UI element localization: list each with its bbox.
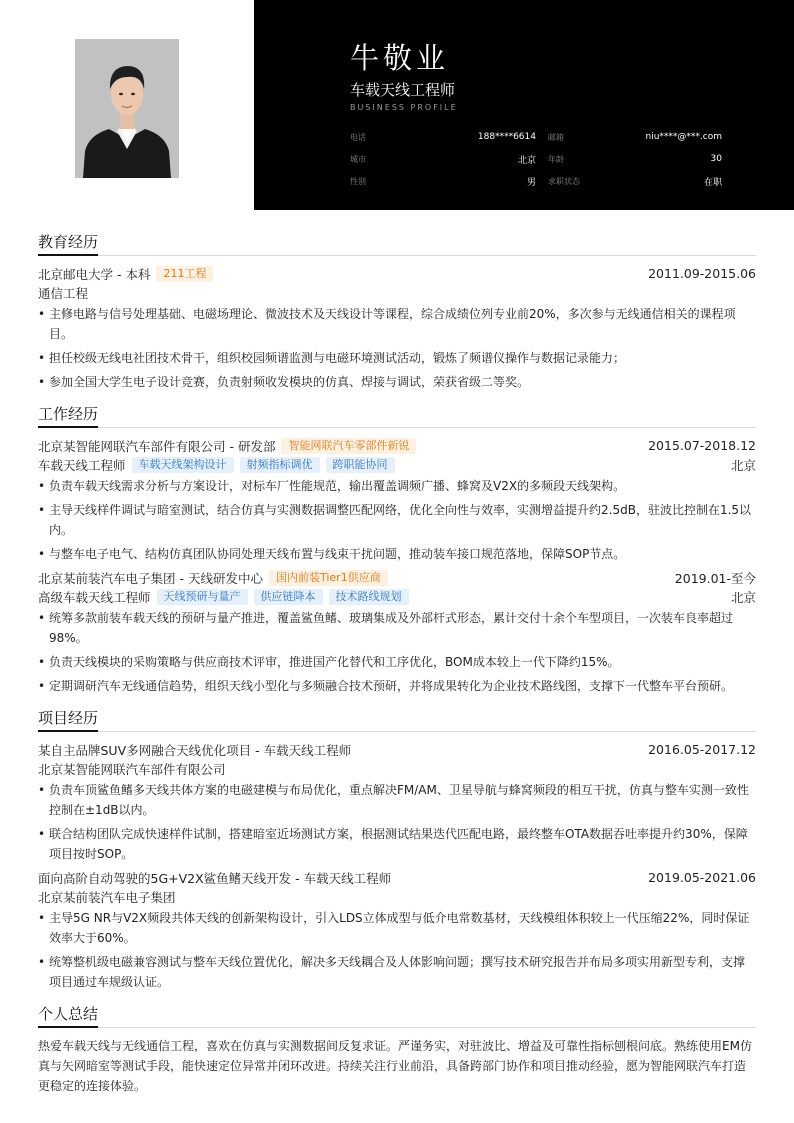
project-row: [38, 868, 756, 887]
profile-photo: [75, 39, 179, 178]
projects-section: [38, 708, 756, 992]
project-name: 某自主品牌SUV多网融合天线优化项目 - 车载天线工程师: [38, 742, 352, 758]
list-item: • 定期调研汽车无线通信趋势，组织天线小型化与多频融合技术预研，并将成果转化为企业技术路线图，支撑下一代整车平台预研。: [38, 676, 756, 696]
target-position: 车载天线工程师: [350, 81, 456, 99]
info-job-status: [548, 175, 722, 188]
job-city: 北京: [730, 589, 756, 605]
info-row: [350, 126, 722, 148]
job-period: 2019.01-至今: [674, 570, 756, 586]
info-label: 求职状态: [548, 176, 580, 186]
project-name: 面向高阶自动驾驶的5G+V2X鲨鱼鳍天线开发 - 车载天线工程师: [38, 870, 392, 886]
list-item: • 主导5G NR与V2X频段共体天线的创新架构设计，引入LDS立体成型与低介电常数基材，天线模组体积较上一代压缩22%，同时保证效率大于60%。: [38, 908, 756, 948]
job-company-line: [38, 569, 388, 587]
header-banner: [254, 0, 794, 210]
list-item: • 联合结构团队完成快速样件试制，搭建暗室近场测试方案，根据测试结果迭代匹配电路，最终整车OTA数据吞吐率提升约30%，保障项目按时SOP。: [38, 824, 756, 864]
project-bullets: [38, 780, 756, 864]
school-tag: 211工程: [156, 266, 213, 282]
skill-tag: 供应链降本: [254, 589, 323, 605]
info-value: 北京: [517, 155, 536, 166]
section-title: 个人总结: [38, 1004, 98, 1028]
job-role-line: [38, 456, 395, 474]
list-item: • 主修电路与信号处理基础、电磁场理论、微波技术及天线设计等课程，综合成绩位列专业前20%，多次参与无线通信相关的课程项目。: [38, 304, 756, 344]
school-name: 北京邮电大学 - 本科: [38, 266, 151, 282]
info-label: 邮箱: [548, 132, 564, 142]
job-role-row: [38, 455, 756, 474]
info-age: [548, 154, 722, 165]
list-item: • 负责天线模块的采购策略与供应商技术评审，推进国产化替代和工序优化，BOM成本较上一代下降约15%。: [38, 652, 756, 672]
list-item: • 参加全国大学生电子设计竞赛，负责射频收发模块的仿真、焊接与调试，荣获省级二等奖。: [38, 372, 756, 392]
job-company-row: [38, 436, 756, 455]
list-item: • 担任校级无线电社团技术骨干，组织校园频谱监测与电磁环境测试活动，锻炼了频谱仪操作与数据记录能力；: [38, 348, 756, 368]
list-item: • 统筹整机级电磁兼容测试与整车天线位置优化，解决多天线耦合及人体影响问题；撰写技术研究报告并布局多项实用新型专利，支撑项目通过车规级认证。: [38, 952, 756, 992]
job-company-row: [38, 568, 756, 587]
info-gender: [350, 175, 536, 188]
list-item: • 负责车顶鲨鱼鳍多天线共体方案的电磁建模与布局优化，重点解决FM/AM、卫星导航与蜂窝频段的相互干扰，仿真与整车实测一致性控制在±1dB以内。: [38, 780, 756, 820]
info-label: 城市: [350, 154, 366, 164]
info-city: [350, 153, 536, 166]
info-value: 在职: [703, 177, 722, 188]
education-row: [38, 264, 756, 283]
summary-section: [38, 1004, 756, 1096]
section-title: 项目经历: [38, 708, 98, 732]
company-name: 北京某智能网联汽车部件有限公司 - 研发部: [38, 438, 276, 454]
education-period: 2011.09-2015.06: [648, 266, 756, 281]
job-bullets: [38, 476, 756, 564]
info-row: [350, 170, 722, 192]
photo-area: [0, 0, 254, 210]
education-major-row: [38, 283, 756, 302]
project-org: 北京某智能网联汽车部件有限公司: [38, 761, 226, 777]
info-phone: [350, 132, 536, 143]
info-value: niu****@***.com: [645, 132, 722, 142]
section-header: [38, 232, 756, 256]
section-header: [38, 404, 756, 428]
education-school-line: [38, 265, 213, 283]
project-org-row: [38, 887, 756, 906]
section-title: 工作经历: [38, 404, 98, 428]
section-header: [38, 708, 756, 732]
job-city: 北京: [730, 457, 756, 473]
profile-subtitle: BUSINESS PROFILE: [350, 103, 458, 112]
section-title: 教育经历: [38, 232, 98, 256]
company-tag: 国内前装Tier1供应商: [269, 570, 388, 586]
info-value: 男: [526, 177, 536, 188]
section-header: [38, 1004, 756, 1028]
job-role: 车载天线工程师: [38, 457, 126, 473]
project-org-row: [38, 759, 756, 778]
job-role: 高级车载天线工程师: [38, 589, 151, 605]
job-role-line: [38, 588, 409, 606]
skill-tag: 跨职能协同: [326, 457, 395, 473]
project-period: 2019.05-2021.06: [648, 870, 756, 885]
resume-header: [0, 0, 794, 210]
info-email: [548, 132, 722, 143]
skill-tag: 射频指标调优: [240, 457, 320, 473]
company-name: 北京某前装汽车电子集团 - 天线研发中心: [38, 570, 263, 586]
info-value: 188****6614: [477, 132, 536, 142]
education-bullets: [38, 304, 756, 392]
candidate-name: 牛敬业: [350, 41, 450, 75]
project-row: [38, 740, 756, 759]
skill-tag: 车载天线架构设计: [132, 457, 234, 473]
list-item: • 主导天线样件调试与暗室测试，结合仿真与实测数据调整匹配网络，优化全向性与效率，实测增益提升约2.5dB，驻波比控制在1.5以内。: [38, 500, 756, 540]
contact-info: [350, 126, 722, 192]
job-role-row: [38, 587, 756, 606]
company-tag: 智能网联汽车零部件新锐: [281, 438, 416, 454]
project-bullets: [38, 908, 756, 992]
major: 通信工程: [38, 285, 89, 301]
info-label: 电话: [350, 132, 366, 142]
info-value: 30: [710, 154, 722, 164]
info-label: 年龄: [548, 154, 564, 164]
work-section: [38, 404, 756, 696]
list-item: • 负责车载天线需求分析与方案设计，对标车厂性能规范，输出覆盖调频广播、蜂窝及V2X的多频段天线架构。: [38, 476, 756, 496]
list-item: • 与整车电子电气、结构仿真团队协同处理天线布置与线束干扰问题，推动装车接口规范落地，保障SOP节点。: [38, 544, 756, 564]
resume-body: [38, 232, 756, 1108]
info-label: 性别: [350, 176, 366, 186]
list-item: • 统筹多款前装车载天线的预研与量产推进，覆盖鲨鱼鳍、玻璃集成及外部杆式形态，累计交付十余个车型项目，一次装车良率超过98%。: [38, 608, 756, 648]
summary-text: 热爱车载天线与无线通信工程，喜欢在仿真与实测数据间反复求证。严谨务实，对驻波比、增益及可靠性指标刨根问底。熟练使用EM仿真与矢网暗室等测试手段，能快速定位异常并闭环改进。持续关注行业前沿，具备跨部门协作和项目推动经验，愿为智能网联汽车打造更稳定的连接体验。: [38, 1039, 752, 1093]
project-period: 2016.05-2017.12: [648, 742, 756, 757]
job-period: 2015.07-2018.12: [648, 438, 756, 453]
project-org: 北京某前装汽车电子集团: [38, 889, 176, 905]
job-company-line: [38, 437, 416, 455]
education-section: [38, 232, 756, 392]
skill-tag: 技术路线规划: [329, 589, 409, 605]
info-row: [350, 148, 722, 170]
skill-tag: 天线预研与量产: [157, 589, 248, 605]
job-bullets: [38, 608, 756, 696]
